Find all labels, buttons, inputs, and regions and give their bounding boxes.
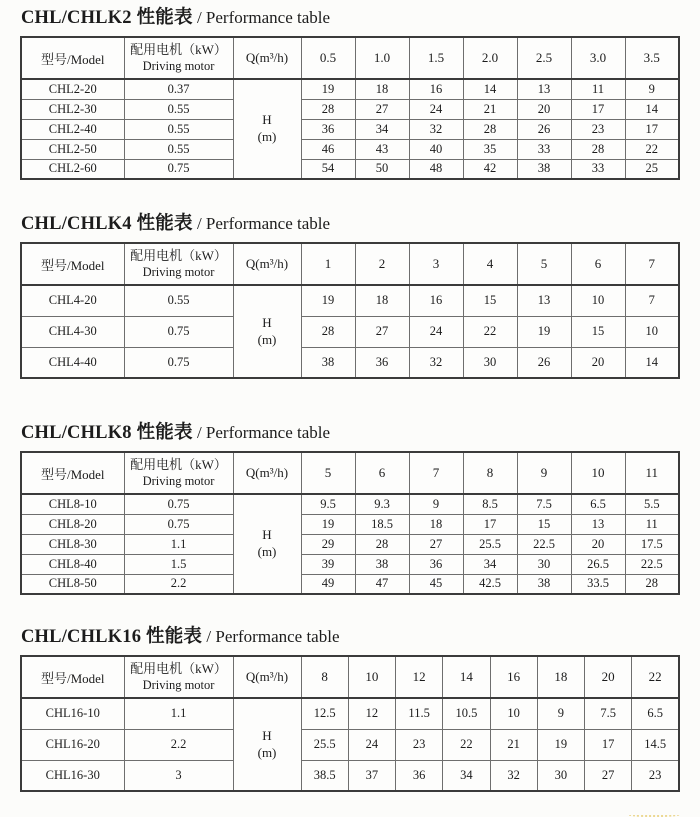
performance-table: [20, 655, 680, 792]
table-title-suffix: / Performance table: [196, 214, 331, 233]
head-value-cell: 15: [571, 316, 625, 347]
head-unit-symbol: H: [262, 727, 272, 743]
motor-header-line1: 配用电机（kW）: [130, 42, 227, 58]
flow-value-header: 18: [537, 656, 584, 698]
head-unit-cell: [233, 494, 301, 594]
flow-value-header: 1: [301, 243, 355, 285]
motor-cell: 0.55: [124, 99, 233, 119]
head-value-cell: 7.5: [517, 494, 571, 514]
head-unit-cell: [233, 79, 301, 179]
model-cell: CHL16-20: [21, 729, 124, 760]
flow-value-header: 9: [517, 452, 571, 494]
table-title-suffix: / Performance table: [206, 627, 340, 646]
model-cell: CHL8-40: [21, 554, 124, 574]
head-value-cell: 10: [625, 316, 679, 347]
head-value-cell: 18: [355, 285, 409, 316]
flow-value-header: 20: [585, 656, 632, 698]
head-value-cell: 13: [517, 285, 571, 316]
table-row: [21, 285, 679, 316]
flow-value-header: 11: [625, 452, 679, 494]
motor-cell: 2.2: [124, 574, 233, 594]
model-cell: CHL8-30: [21, 534, 124, 554]
model-header-cell: 型号/Model: [21, 452, 124, 494]
table-row: [21, 554, 679, 574]
performance-table: [20, 451, 680, 595]
motor-cell: 1.1: [124, 698, 233, 729]
head-value-cell: 7: [625, 285, 679, 316]
flow-value-header: 10: [348, 656, 395, 698]
table-row: [21, 698, 679, 729]
head-value-cell: 48: [409, 159, 463, 179]
motor-cell: 0.55: [124, 285, 233, 316]
head-value-cell: 23: [632, 760, 679, 791]
table-row: [21, 159, 679, 179]
model-cell: CHL16-30: [21, 760, 124, 791]
head-value-cell: 14: [625, 99, 679, 119]
head-value-cell: 22.5: [517, 534, 571, 554]
head-value-cell: 49: [301, 574, 355, 594]
head-value-cell: 23: [571, 119, 625, 139]
flow-value-header: 5: [301, 452, 355, 494]
head-value-cell: 14: [625, 347, 679, 378]
head-value-cell: 26.5: [571, 554, 625, 574]
head-unit-symbol: H: [262, 527, 272, 543]
motor-cell: 0.75: [124, 347, 233, 378]
head-unit-measure: (m): [257, 129, 277, 144]
table-title-main: CHL/CHLK16 性能表: [21, 627, 203, 647]
motor-header-line2: Driving motor: [142, 58, 215, 73]
head-value-cell: 24: [409, 316, 463, 347]
table-row: [21, 316, 679, 347]
head-value-cell: 22.5: [625, 554, 679, 574]
model-header-cell: 型号/Model: [21, 37, 124, 79]
table-row: [21, 574, 679, 594]
head-unit-cell: [233, 698, 301, 791]
head-unit-symbol: H: [262, 112, 272, 128]
head-value-cell: 27: [409, 534, 463, 554]
flow-value-header: 6: [571, 243, 625, 285]
head-value-cell: 25.5: [301, 729, 348, 760]
table-row: [21, 534, 679, 554]
motor-header-line2: Driving motor: [142, 473, 215, 488]
head-value-cell: 6.5: [632, 698, 679, 729]
motor-header-cell: [124, 37, 233, 79]
head-value-cell: 17.5: [625, 534, 679, 554]
head-value-cell: 30: [517, 554, 571, 574]
motor-header-cell: [124, 243, 233, 285]
head-value-cell: 11.5: [396, 698, 443, 729]
header-row: [21, 452, 679, 494]
head-value-cell: 25: [625, 159, 679, 179]
head-value-cell: 27: [355, 316, 409, 347]
flow-value-header: 8: [463, 452, 517, 494]
motor-cell: 3: [124, 760, 233, 791]
model-cell: CHL2-50: [21, 139, 124, 159]
head-value-cell: 11: [571, 79, 625, 99]
head-value-cell: 12: [348, 698, 395, 729]
flow-value-header: 7: [409, 452, 463, 494]
flow-value-header: 1.0: [355, 37, 409, 79]
head-value-cell: 14.5: [632, 729, 679, 760]
head-value-cell: 54: [301, 159, 355, 179]
motor-header-line1: 配用电机（kW）: [130, 457, 227, 473]
flow-value-header: 8: [301, 656, 348, 698]
head-value-cell: 21: [463, 99, 517, 119]
table-row: [21, 139, 679, 159]
head-value-cell: 9: [537, 698, 584, 729]
flow-header-cell: Q(m³/h): [233, 452, 301, 494]
flow-value-header: 10: [571, 452, 625, 494]
model-cell: CHL2-40: [21, 119, 124, 139]
head-value-cell: 27: [585, 760, 632, 791]
head-value-cell: 40: [409, 139, 463, 159]
head-value-cell: 9.3: [355, 494, 409, 514]
head-value-cell: 29: [301, 534, 355, 554]
model-cell: CHL8-50: [21, 574, 124, 594]
table-title: [21, 421, 680, 445]
flow-value-header: 5: [517, 243, 571, 285]
flow-value-header: 2: [355, 243, 409, 285]
head-value-cell: 13: [571, 514, 625, 534]
motor-cell: 1.1: [124, 534, 233, 554]
performance-section: [20, 6, 680, 180]
head-value-cell: 16: [409, 285, 463, 316]
model-cell: CHL4-30: [21, 316, 124, 347]
model-cell: CHL2-30: [21, 99, 124, 119]
head-value-cell: 38: [517, 574, 571, 594]
head-value-cell: 32: [409, 119, 463, 139]
head-value-cell: 39: [301, 554, 355, 574]
performance-table: [20, 242, 680, 379]
table-row: [21, 79, 679, 99]
head-value-cell: 34: [443, 760, 490, 791]
head-unit-measure: (m): [257, 744, 277, 760]
model-cell: CHL4-40: [21, 347, 124, 378]
flow-header-cell: Q(m³/h): [233, 656, 301, 698]
motor-cell: 0.55: [124, 119, 233, 139]
head-value-cell: 33: [571, 159, 625, 179]
table-row: [21, 119, 679, 139]
head-value-cell: 26: [517, 347, 571, 378]
head-value-cell: 36: [396, 760, 443, 791]
head-value-cell: 28: [301, 316, 355, 347]
flow-value-header: 2.5: [517, 37, 571, 79]
head-value-cell: 20: [571, 347, 625, 378]
motor-cell: 0.55: [124, 139, 233, 159]
head-value-cell: 19: [517, 316, 571, 347]
model-cell: CHL16-10: [21, 698, 124, 729]
head-value-cell: 5.5: [625, 494, 679, 514]
performance-section: [20, 625, 680, 792]
flow-value-header: 3.0: [571, 37, 625, 79]
head-value-cell: 7.5: [585, 698, 632, 729]
motor-header-line2: Driving motor: [142, 264, 215, 279]
head-value-cell: 19: [301, 285, 355, 316]
head-value-cell: 25.5: [463, 534, 517, 554]
head-value-cell: 10: [571, 285, 625, 316]
head-value-cell: 35: [463, 139, 517, 159]
head-value-cell: 42: [463, 159, 517, 179]
flow-value-header: 2.0: [463, 37, 517, 79]
flow-value-header: 6: [355, 452, 409, 494]
head-value-cell: 22: [463, 316, 517, 347]
head-value-cell: 50: [355, 159, 409, 179]
head-unit-cell: [233, 285, 301, 378]
head-value-cell: 19: [537, 729, 584, 760]
motor-cell: 1.5: [124, 554, 233, 574]
model-cell: CHL8-10: [21, 494, 124, 514]
motor-header-line1: 配用电机（kW）: [130, 248, 227, 264]
head-value-cell: 28: [355, 534, 409, 554]
table-row: [21, 729, 679, 760]
table-title: [21, 625, 680, 649]
head-unit-symbol: H: [262, 314, 272, 330]
head-value-cell: 30: [537, 760, 584, 791]
model-header-cell: 型号/Model: [21, 656, 124, 698]
head-value-cell: 33.5: [571, 574, 625, 594]
head-value-cell: 15: [463, 285, 517, 316]
head-value-cell: 28: [463, 119, 517, 139]
model-cell: CHL2-20: [21, 79, 124, 99]
head-value-cell: 47: [355, 574, 409, 594]
head-value-cell: 17: [463, 514, 517, 534]
head-value-cell: 18.5: [355, 514, 409, 534]
head-value-cell: 6.5: [571, 494, 625, 514]
head-value-cell: 20: [571, 534, 625, 554]
head-value-cell: 22: [443, 729, 490, 760]
head-value-cell: 17: [625, 119, 679, 139]
table-title: [21, 212, 680, 236]
head-value-cell: 32: [490, 760, 537, 791]
head-value-cell: 10.5: [443, 698, 490, 729]
motor-cell: 2.2: [124, 729, 233, 760]
table-row: [21, 99, 679, 119]
head-value-cell: 34: [355, 119, 409, 139]
head-value-cell: 20: [517, 99, 571, 119]
head-value-cell: 19: [301, 79, 355, 99]
head-value-cell: 38.5: [301, 760, 348, 791]
head-value-cell: 38: [301, 347, 355, 378]
motor-cell: 0.37: [124, 79, 233, 99]
head-value-cell: 34: [463, 554, 517, 574]
head-value-cell: 30: [463, 347, 517, 378]
head-value-cell: 11: [625, 514, 679, 534]
head-unit-measure: (m): [257, 331, 277, 347]
head-value-cell: 28: [625, 574, 679, 594]
flow-value-header: 3: [409, 243, 463, 285]
table-row: [21, 760, 679, 791]
head-value-cell: 38: [517, 159, 571, 179]
head-value-cell: 14: [463, 79, 517, 99]
watermark-fragment: [628, 812, 680, 817]
model-header-cell: 型号/Model: [21, 243, 124, 285]
table-title-main: CHL/CHLK8 性能表: [21, 423, 193, 443]
table-title-suffix: / Performance table: [196, 423, 331, 442]
header-row: [21, 243, 679, 285]
head-value-cell: 46: [301, 139, 355, 159]
head-value-cell: 45: [409, 574, 463, 594]
table-title-suffix: / Performance table: [196, 8, 331, 27]
head-value-cell: 9: [625, 79, 679, 99]
header-row: [21, 656, 679, 698]
head-value-cell: 13: [517, 79, 571, 99]
performance-table: [20, 36, 680, 180]
head-value-cell: 28: [301, 99, 355, 119]
flow-value-header: 14: [443, 656, 490, 698]
head-value-cell: 24: [348, 729, 395, 760]
motor-header-cell: [124, 452, 233, 494]
head-value-cell: 12.5: [301, 698, 348, 729]
motor-cell: 0.75: [124, 316, 233, 347]
head-value-cell: 32: [409, 347, 463, 378]
head-value-cell: 43: [355, 139, 409, 159]
head-value-cell: 8.5: [463, 494, 517, 514]
head-value-cell: 38: [355, 554, 409, 574]
motor-header-line1: 配用电机（kW）: [130, 661, 227, 677]
flow-value-header: 12: [396, 656, 443, 698]
motor-cell: 0.75: [124, 159, 233, 179]
head-value-cell: 22: [625, 139, 679, 159]
table-sections: [20, 6, 680, 792]
flow-value-header: 4: [463, 243, 517, 285]
performance-section: [20, 421, 680, 595]
table-row: [21, 494, 679, 514]
motor-cell: 0.75: [124, 494, 233, 514]
flow-header-cell: Q(m³/h): [233, 37, 301, 79]
table-title-main: CHL/CHLK2 性能表: [21, 8, 193, 28]
head-value-cell: 37: [348, 760, 395, 791]
flow-header-cell: Q(m³/h): [233, 243, 301, 285]
head-value-cell: 36: [409, 554, 463, 574]
head-value-cell: 15: [517, 514, 571, 534]
flow-value-header: 16: [490, 656, 537, 698]
performance-section: [20, 212, 680, 379]
flow-value-header: 7: [625, 243, 679, 285]
table-row: [21, 514, 679, 534]
model-cell: CHL2-60: [21, 159, 124, 179]
head-value-cell: 16: [409, 79, 463, 99]
head-value-cell: 21: [490, 729, 537, 760]
flow-value-header: 3.5: [625, 37, 679, 79]
head-unit-measure: (m): [257, 544, 277, 559]
head-value-cell: 28: [571, 139, 625, 159]
table-title-main: CHL/CHLK4 性能表: [21, 214, 193, 234]
motor-header-cell: [124, 656, 233, 698]
head-value-cell: 18: [409, 514, 463, 534]
head-value-cell: 17: [585, 729, 632, 760]
head-value-cell: 42.5: [463, 574, 517, 594]
flow-value-header: 1.5: [409, 37, 463, 79]
head-value-cell: 19: [301, 514, 355, 534]
head-value-cell: 27: [355, 99, 409, 119]
flow-value-header: 22: [632, 656, 679, 698]
head-value-cell: 9.5: [301, 494, 355, 514]
head-value-cell: 24: [409, 99, 463, 119]
motor-cell: 0.75: [124, 514, 233, 534]
table-row: [21, 347, 679, 378]
head-value-cell: 33: [517, 139, 571, 159]
table-title: [21, 6, 680, 30]
head-value-cell: 10: [490, 698, 537, 729]
header-row: [21, 37, 679, 79]
head-value-cell: 23: [396, 729, 443, 760]
head-value-cell: 36: [301, 119, 355, 139]
head-value-cell: 36: [355, 347, 409, 378]
head-value-cell: 26: [517, 119, 571, 139]
head-value-cell: 17: [571, 99, 625, 119]
head-value-cell: 9: [409, 494, 463, 514]
motor-header-line2: Driving motor: [142, 677, 215, 692]
flow-value-header: 0.5: [301, 37, 355, 79]
head-value-cell: 18: [355, 79, 409, 99]
model-cell: CHL8-20: [21, 514, 124, 534]
model-cell: CHL4-20: [21, 285, 124, 316]
